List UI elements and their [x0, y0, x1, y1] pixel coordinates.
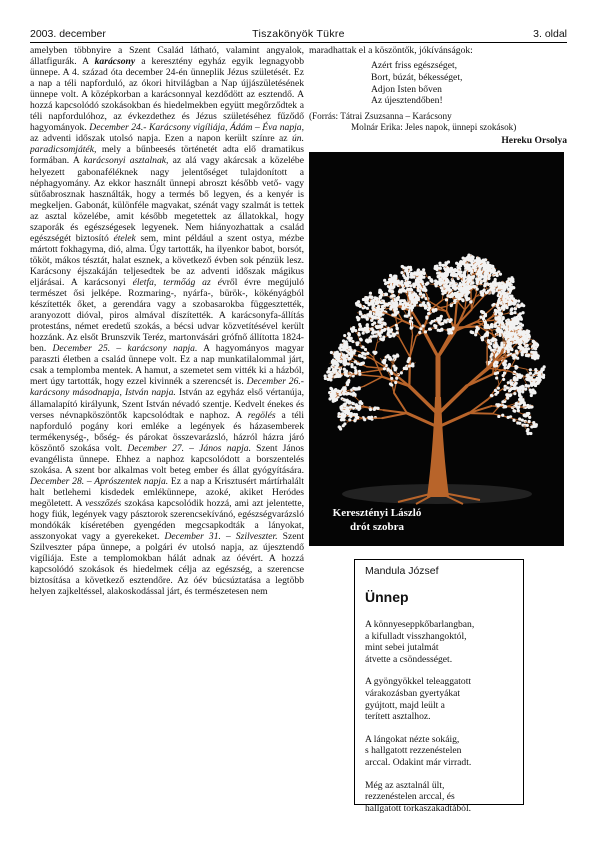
article-body-text: amelyben többnyire a Szent Család látható, valamint angyalok, állatfigurák. A karácsony a keresztény egyház egyik legnagyobb ünnepe. A 4. század óta december 24-én ünneplik Jézus születését. Ez a nap a téli napforduló, az ókori hitvilágban a Nap újjászületésének ünnepe volt. A középkorban a karácsonnyal kezdődött az esztendő. A hozzá kapcsolódó szokásokban és hiedelmekben együtt megőrződtek a téli napfordulóhoz, az évkezdethez és Jézus születéséhez fűződő hagyományok. December 24.- Karácsony vigíliája, Ádám – Éva napja, az adventi időszak utolsó napja. Ezen a napon került színre az ún. paradicsomjáték, mely a bűnbeesés történetét adta elő dramatikus formában. A karácsonyi asztalnak, az alá vagy akárcsak a közelébe helyezett gabonaféléknek nagy jelentőséget tulajdonított a néphagyomány. Az ekkor használt ünnepi abroszt később vető- vagy sütőabrosznak használták, hogy a termés bő legyen, és a kenyér is megkeljen. Gabonát, különféle magvakat, szénát vagy szalmát is tettek az asztal közelébe, amit később megetettek az állatokkal, hogy szaporák és egészségesek legyenek. Nem hiányozhattak a család egészségét biztosító ételek sem, mint például a szent ostya, mézbe mártott fokhagyma, dió, alma. Úgy tartották, ha ilyenkor babot, borsót, tököt, mákos tésztát, halat esznek, a következő évben sok pénzük lesz. Karácsony éjszakáján teljesedtek be az adventi időszak mágikus eljárásai. A karácsonyi életfa, termőág az évről évre megújuló természet ősi jelképe. Rozmaring-, nyárfa-, bürök-, kökényágból készítették őket, a gerendára vagy a szobasarokba függesztették, aranyozott dióval, piros almával díszítették. A karácsonyfa-állítás protestáns, német eredetű szokás, a bécsi udvar közvetítésével került hozzánk. Az elsőt Brunszvik Teréz, martonvásári grófnő állította 1824-ben. December 25. – karácsony napja. A hagyományos magyar paraszti életben a család ünnepe volt. Ez a nap munkatilalommal járt, csak a templomba mentek. A hamut, a szemetet sem vitték ki a házból, mert úgy tartották, hogy ezzel kivinnék a szerencsét is. December 26.-karácsony másodnapja, István napja. István az egyház első vértanúja, államalapító királyunk, Szent István névadó szentje. Kedvelt énekes és verses névnapköszöntők kapcsolódtak e naphoz. A regölés a téli napforduló pogány kori emléke a legények és házasemberek termékenység-, bőség- és párokat összevarázsló, házról házra járó köszöntő szokása volt. December 27. – János napja. Szent János evangélista ünnepe. Ehhez a naphoz kapcsolódott a borszentelés szokása. A szent bor alkalmas volt beteg ember és állat gyógyítására. December 28. – Aprószentek napja. Ez a nap a Krisztusért mártírhalált halt betlehemi kisdedek emlékünnepe, azoké, akiket Heródes megöletett. A vesszőzés szokása kapcsolódik hozzá, ami azt jelentette, hogy fiúk, legények vagy pásztorok szerencsekívánó, egészségvarázsló mondókák kíséretében gyengéden megcsapkodták a lányokat, asszonyokat vagy a gyerekeket. December 31. – Szilveszter. Szent Szilveszter pápa ünnepe, a polgári év utolsó napja, az újesztendő vigíliája. Este a templomokban hálát adnak az óévért. A hozzá kapcsolódó szokások és hiedelmek célja az egészség, a szerencse biztosítása a következő esztendőre. Az óév búcsúztatása a legtöbb helyen zajkeltéssel, alakoskodással járt, és természetesen nem — [30, 45, 304, 598]
caption-line: Keresztényi László — [332, 507, 422, 519]
poem-line: terített asztalhoz. — [365, 711, 431, 723]
poem-line: Még az asztalnál ült, — [365, 779, 445, 791]
article-left-column — [30, 45, 304, 815]
photo-caption — [317, 506, 437, 534]
wire-sculpture-photo — [309, 152, 564, 546]
poem-line: A könnyeseppkőbarlangban, — [365, 619, 475, 630]
poem-title: Ünnep — [365, 589, 409, 605]
poem-line: gyújtott, majd leült a — [365, 699, 445, 711]
poem-stanza — [365, 676, 513, 722]
poem-stanza — [365, 734, 513, 769]
verse-line: Azért friss egészséget, — [371, 60, 458, 72]
greeting-verse — [371, 60, 567, 106]
poem-line: A lángokat nézte sokáig, — [365, 733, 460, 745]
wire-tree-image — [309, 152, 564, 546]
verse-line: Az újesztendőben! — [371, 95, 443, 107]
poem-stanza — [365, 780, 513, 815]
issue-date: 2003. december — [30, 28, 106, 40]
source-line: (Forrás: Tátrai Zsuzsanna – Karácsony — [309, 110, 452, 121]
poem-line: s hallgatott rezzenéstelen — [365, 745, 462, 757]
poem-stanzas — [365, 619, 513, 814]
poem-line: várakozásban gyertyákat — [365, 687, 461, 699]
page-header — [30, 28, 567, 43]
article-author: Hereku Orsolya — [501, 134, 567, 146]
poem-box — [354, 559, 524, 814]
poem-author: Mandula József — [365, 565, 439, 577]
poem-line: rezzenéstelen arccal, és — [365, 791, 455, 803]
poem-line: mint sebei jutalmát — [365, 642, 439, 654]
poem-line: a kifulladt visszhangoktól, — [365, 630, 467, 642]
poem-stanza — [365, 619, 513, 665]
poem-line: A gyöngyökkel teleaggatott — [365, 676, 472, 688]
page-number: 3. oldal — [533, 28, 567, 40]
source-citation — [309, 111, 567, 134]
caption-line: drót szobra — [349, 521, 405, 533]
newspaper-title: Tiszakönyök Tükre — [252, 28, 345, 40]
verse-line: Adjon Isten bőven — [371, 83, 442, 95]
source-line: Molnár Erika: Jeles napok, ünnepi szokások) — [351, 122, 517, 133]
poem-line: átvette a csöndességet. — [365, 653, 453, 665]
article-right-column — [309, 45, 567, 146]
poem-line: hallgatott torkaszakadtából. — [365, 802, 472, 814]
article-continuation: maradhattak el a köszöntők, jókívánságok: — [309, 45, 473, 56]
poem-line: arccal. Odakint már virradt. — [365, 756, 472, 768]
verse-line: Bort, búzát, békességet, — [371, 72, 463, 83]
